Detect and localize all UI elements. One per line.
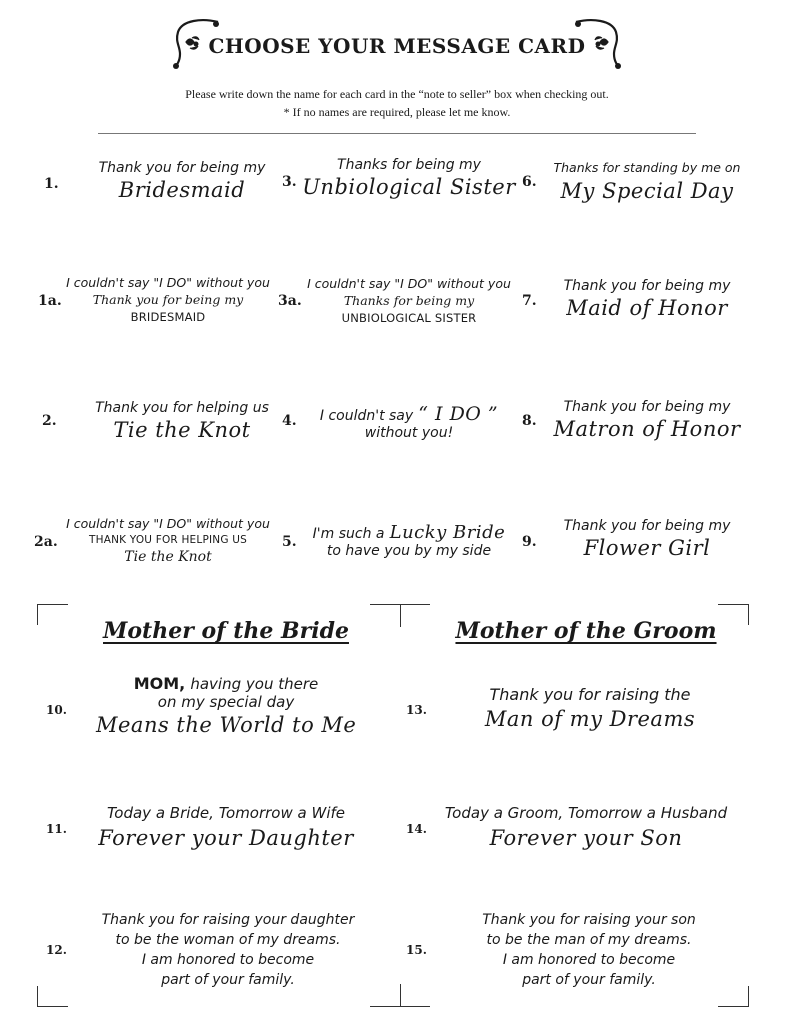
card-text: Thank you for raising the <box>489 685 691 704</box>
card-number: 4. <box>282 413 297 429</box>
card-number: 9. <box>522 534 537 550</box>
card-script-text: Bridesmaid <box>118 178 246 202</box>
card-text: Today a Groom, Tomorrow a Husband <box>444 804 728 822</box>
card-number: 11. <box>46 822 67 836</box>
message-card-1[interactable] <box>62 160 302 202</box>
message-card-1a[interactable] <box>58 275 278 324</box>
card-text: part of your family. <box>522 972 656 988</box>
card-text: I couldn't say "I DO" without you <box>66 275 270 290</box>
card-text: Today a Bride, Tomorrow a Wife <box>106 804 345 822</box>
card-text: I couldn't say "I DO" without you <box>66 516 270 531</box>
card-number: 13. <box>406 703 427 717</box>
frame-divider-top <box>370 604 430 627</box>
card-text: Thanks for standing by me on <box>553 160 741 175</box>
card-text: I am honored to become <box>502 952 676 968</box>
frame-corner <box>37 604 68 625</box>
card-number: 1a. <box>38 293 62 309</box>
card-script-text: Unbiological Sister <box>302 175 516 199</box>
card-text: to have you by my side <box>326 543 492 559</box>
card-text: on my special day <box>157 693 295 711</box>
message-card-7[interactable] <box>540 278 754 320</box>
section-heading-mother-of-groom: Mother of the Groom <box>455 618 717 644</box>
right-flourish-ornament-icon <box>572 16 622 70</box>
header-divider <box>98 133 696 134</box>
card-number: 2a. <box>34 534 58 550</box>
card-number: 7. <box>522 293 537 309</box>
card-text: Thank you for being my <box>563 278 731 294</box>
card-script-text: Thank you for being my <box>92 292 244 307</box>
card-script-text: Matron of Honor <box>553 417 741 441</box>
card-text: Thank you for helping us <box>95 400 269 416</box>
card-number: 5. <box>282 534 297 550</box>
message-card-5[interactable] <box>298 522 520 559</box>
card-text: to be the woman of my dreams. <box>115 932 341 948</box>
frame-corner <box>718 604 749 625</box>
card-caps-text: UNBIOLOGICAL SISTER <box>341 311 477 325</box>
instruction-text: Please write down the name for each card in the “note to seller” box when checking out. <box>185 87 609 101</box>
frame-corner <box>37 986 68 1007</box>
message-card-3[interactable] <box>298 157 520 199</box>
instruction-note: * If no names are required, please let me know. <box>283 105 511 119</box>
message-card-13[interactable] <box>450 685 730 731</box>
card-script-text: My Special Day <box>560 179 734 203</box>
card-text: Thanks for being my <box>337 157 481 173</box>
card-text: I couldn't say <box>319 408 414 424</box>
card-script-text: Flower Girl <box>583 536 711 560</box>
card-script-text: Forever your Daughter <box>98 826 354 850</box>
message-card-15[interactable] <box>446 910 732 990</box>
card-number: 15. <box>406 943 427 957</box>
card-text: Thank you for raising your son <box>482 912 696 928</box>
message-card-6[interactable] <box>540 160 754 203</box>
card-number: 1. <box>44 176 59 192</box>
card-text: I'm such a <box>312 526 385 542</box>
message-card-2[interactable] <box>62 400 302 442</box>
card-script-text: Man of my Dreams <box>484 707 696 731</box>
card-script-text: Lucky Bride <box>389 522 506 543</box>
card-script-text: Thanks for being my <box>343 293 475 308</box>
frame-divider-bottom <box>370 984 430 1007</box>
card-script-text: Forever your Son <box>489 826 683 850</box>
card-text: having you there <box>190 675 319 693</box>
card-script-text: “ I DO ” <box>418 403 499 425</box>
message-card-14[interactable] <box>430 804 742 850</box>
card-caps-text: THANK YOU FOR HELPING US <box>89 534 247 546</box>
card-text: Thank you for being my <box>563 518 731 534</box>
card-script-text: Tie the Knot <box>113 418 251 442</box>
card-number: 2. <box>42 413 57 429</box>
page-title: CHOOSE YOUR MESSAGE CARD <box>208 34 586 58</box>
card-text: I am honored to become <box>141 952 315 968</box>
card-number: 3a. <box>278 293 302 309</box>
card-text: Thank you for being my <box>98 160 266 176</box>
card-text: Thank you for raising your daughter <box>101 912 355 928</box>
message-card-9[interactable] <box>540 518 754 560</box>
card-number: 6. <box>522 174 537 190</box>
card-text: I couldn't say "I DO" without you <box>307 276 511 291</box>
card-caps-text: MOM, <box>133 674 186 693</box>
card-script-text: Means the World to Me <box>96 713 357 737</box>
message-card-11[interactable] <box>86 804 366 850</box>
message-card-2a[interactable] <box>58 516 278 565</box>
card-text: part of your family. <box>161 972 295 988</box>
message-card-12[interactable] <box>80 910 376 990</box>
card-number: 8. <box>522 413 537 429</box>
message-card-10[interactable] <box>96 674 356 737</box>
card-number: 12. <box>46 943 67 957</box>
message-card-4[interactable] <box>298 403 520 441</box>
card-script-text: Maid of Honor <box>566 296 728 320</box>
card-number: 10. <box>46 703 67 717</box>
card-text: Thank you for being my <box>563 399 731 415</box>
card-number: 14. <box>406 822 427 836</box>
page-header <box>0 16 794 70</box>
message-card-8[interactable] <box>540 399 754 441</box>
section-heading-mother-of-bride: Mother of the Bride <box>103 618 349 644</box>
card-text: to be the man of my dreams. <box>486 932 692 948</box>
card-number: 3. <box>282 174 297 190</box>
card-text: without you! <box>364 425 454 441</box>
message-card-3a[interactable] <box>298 276 520 325</box>
card-caps-text: BRIDESMAID <box>130 310 206 324</box>
card-script-text: Tie the Knot <box>124 549 212 565</box>
